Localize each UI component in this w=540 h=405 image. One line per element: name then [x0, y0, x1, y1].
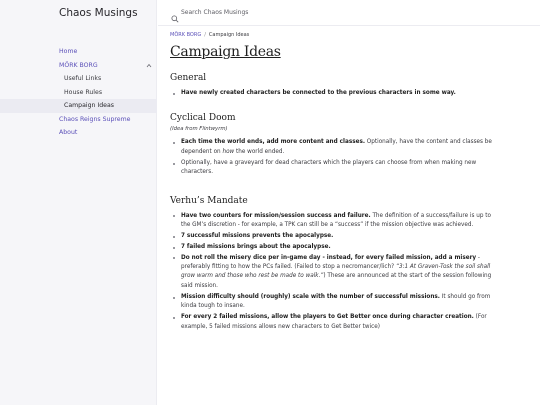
list-item: [170, 89, 492, 98]
bold-text: Mission difficulty should (roughly) scale with the number of successful missions.: [181, 293, 440, 300]
list-item: [170, 313, 492, 332]
sidebar-item-home[interactable]: [0, 45, 157, 59]
body-text: Optionally, have a graveyard for dead characters which the players can choose from when making new characters.: [181, 159, 477, 176]
sidebar-item-campaign-ideas[interactable]: [0, 99, 157, 113]
breadcrumb-parent-link[interactable]: MÖRK BORG: [170, 32, 202, 38]
sidebar-item-label: MÖRK BORG: [59, 61, 98, 69]
bold-text: Have newly created characters be connected to the previous characters in some way.: [181, 90, 456, 96]
list-item: [170, 159, 492, 178]
sidebar-item-useful-links[interactable]: [0, 72, 157, 86]
sidebar-item-label: House Rules: [64, 88, 103, 96]
search-input[interactable]: [181, 5, 481, 19]
list-item: [170, 212, 492, 231]
italic-text: “3:1 At Graven-Tosk the soil shall grow warm and those who rest be made to walk.”: [181, 264, 491, 280]
section-cyclical-doom: [170, 112, 492, 177]
sidebar-item-label: About: [59, 129, 78, 136]
section-heading: Cyclical Doom: [170, 113, 236, 124]
breadcrumb: [170, 30, 492, 40]
bold-text: For every 2 failed missions, allow the players to Get Better once during character creation.: [181, 314, 474, 321]
section-general: [170, 72, 492, 98]
sidebar-item-about[interactable]: [0, 126, 157, 140]
bullet-list: [170, 89, 492, 98]
search-icon: [171, 8, 179, 16]
bold-text: Each time the world ends, add more content and classes.: [181, 139, 365, 146]
bold-text: 7 failed missions brings about the apocalypse.: [181, 243, 331, 250]
body-text: (For example, 5 failed missions allows new characters to Get Better twice): [181, 314, 487, 330]
bold-text: 7 successful missions prevents the apocalypse.: [181, 232, 334, 239]
sidebar-item-mork-borg[interactable]: [0, 59, 157, 73]
body-text: - preferably fitting to how the PCs failed. (Failed to stop a necromancer/lich?: [181, 254, 480, 271]
sidebar-item-label: Useful Links: [64, 75, 102, 82]
page-title: Campaign Ideas: [170, 44, 281, 60]
sidebar-nav: [0, 45, 157, 140]
sidebar-item-label: Chaos Reigns Supreme: [59, 115, 131, 123]
sidebar-item-label: Home: [59, 48, 78, 55]
body-text: It should go from kinda tough to insane.: [181, 293, 491, 310]
list-item: [170, 243, 492, 252]
body-text: Optionally, have the content and classes be dependent on: [181, 139, 492, 155]
bold-text: Do not roll the misery dice per in-game day - instead, for every failed mission, add a misery: [181, 254, 477, 261]
italic-text: how: [222, 148, 235, 155]
bullet-list: [170, 138, 492, 177]
body-text: ) These are announced at the start of the session following said mission.: [181, 273, 492, 289]
sidebar: [0, 0, 157, 405]
sidebar-item-label: Campaign Ideas: [64, 102, 114, 109]
list-item: [170, 254, 492, 292]
list-item: [170, 293, 492, 312]
main-content: [170, 30, 492, 333]
list-item: [170, 232, 492, 241]
section-heading: General: [170, 73, 207, 83]
sidebar-item-chaos-reigns-supreme[interactable]: [0, 113, 157, 127]
site-title[interactable]: Chaos Musings: [59, 7, 138, 19]
section-verhus-mandate: [170, 195, 492, 332]
list-item: [170, 138, 492, 157]
breadcrumb-current: Campaign Ideas: [208, 32, 250, 38]
section-heading: Verhu’s Mandate: [170, 195, 248, 206]
sidebar-item-house-rules[interactable]: [0, 86, 157, 100]
bullet-list: [170, 212, 492, 332]
body-text: the world ended.: [234, 148, 285, 155]
bold-text: Have two counters for mission/session success and failure.: [181, 212, 371, 219]
search-bar: [158, 0, 540, 26]
breadcrumb-separator: /: [204, 32, 206, 38]
body-text: The definition of a success/failure is up to the GM’s discretion - for example, a TPK can still be a “success” if the mission objective was achieved.: [181, 212, 492, 228]
attribution: (Idea from Flintwyrm): [170, 126, 228, 133]
